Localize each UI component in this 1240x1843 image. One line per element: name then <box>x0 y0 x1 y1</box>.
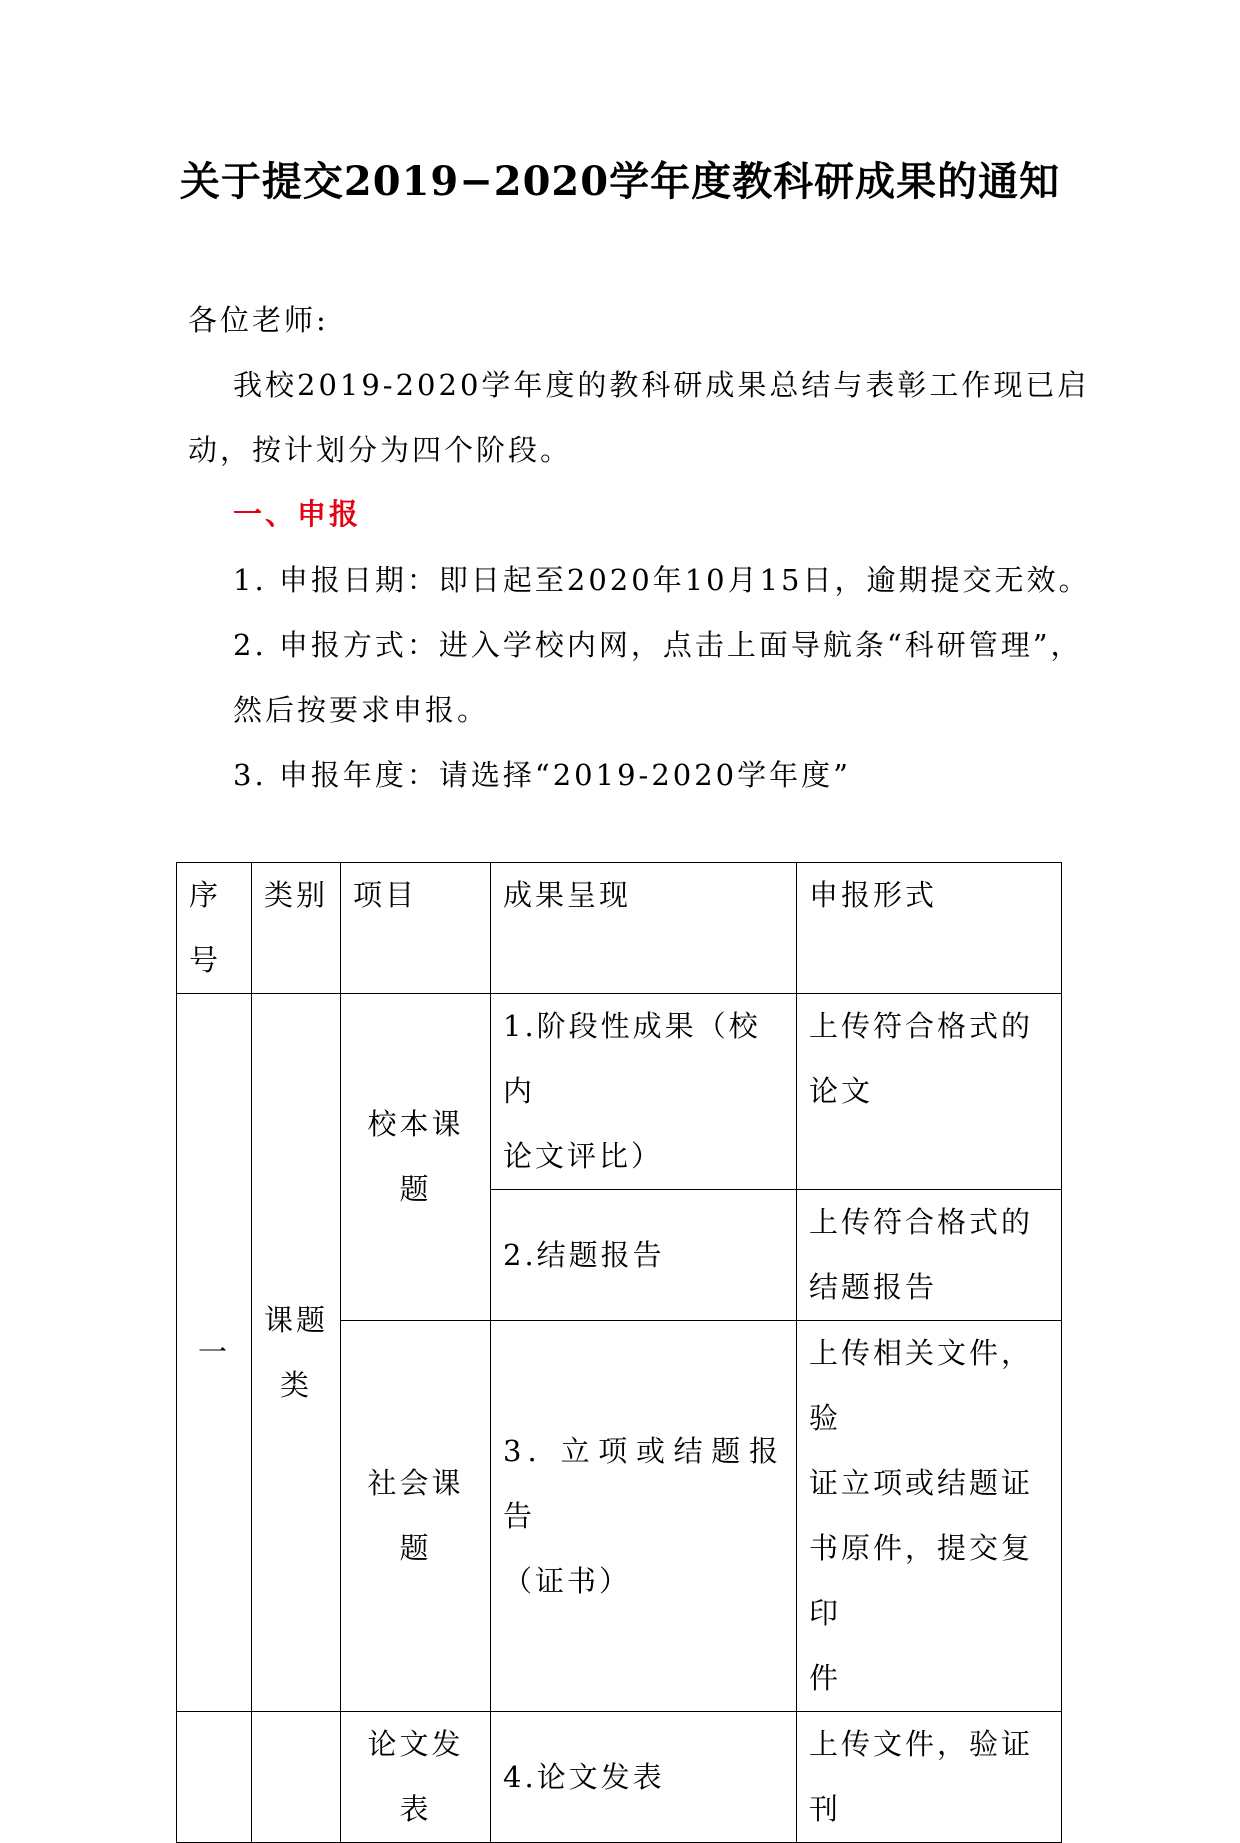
group-1-no-label: 一 <box>197 1335 230 1369</box>
row-4-form-line-1: 上传文件，验证刊 <box>809 1727 1034 1826</box>
row-1-result <box>491 994 797 1190</box>
row-3-form-line-2: 证立项或结题证 <box>809 1466 1034 1500</box>
row-2-form-line-1: 上传符合格式的 <box>809 1205 1034 1239</box>
header-no-line-2: 号 <box>189 943 222 977</box>
header-result-label: 成果呈现 <box>503 878 632 912</box>
header-project <box>341 863 491 994</box>
header-result <box>491 863 797 994</box>
row-1-form-line-1: 上传符合格式的 <box>809 1009 1034 1043</box>
item-2-method-line-2: 然后按要求申报。 <box>233 693 490 727</box>
table-header-row <box>177 863 1062 994</box>
project-social <box>341 1321 491 1712</box>
row-3-form-line-4: 件 <box>809 1661 842 1695</box>
row-3-form-line-1: 上传相关文件，验 <box>809 1336 1034 1435</box>
row-2-result <box>491 1190 797 1321</box>
row-1-result-line-1: 1.阶段性成果（校内 <box>503 1009 761 1108</box>
document-title: 关于提交2019−2020学年度教科研成果的通知 <box>179 158 1061 205</box>
row-4-result-line-1: 4.论文发表 <box>503 1759 665 1794</box>
row-4-form <box>797 1712 1062 1843</box>
row-2-result-line-1: 2.结题报告 <box>503 1237 665 1272</box>
header-form <box>797 863 1062 994</box>
section-heading-declare: 一、申报 <box>233 497 362 531</box>
row-2-form <box>797 1190 1062 1321</box>
header-no <box>177 863 252 994</box>
header-category-label: 类别 <box>264 878 329 912</box>
item-3-year: 3. 申报年度：请选择“2019-2020学年度” <box>233 758 851 792</box>
header-category <box>252 863 341 994</box>
header-no-line-1: 序 <box>189 878 222 912</box>
intro-line-1: 我校2019-2020学年度的教科研成果总结与表彰工作现已启 <box>233 368 1090 402</box>
header-form-label: 申报形式 <box>809 878 938 912</box>
table-row <box>177 1712 1062 1843</box>
group-1-category-line-1: 课题 <box>264 1302 329 1337</box>
project-school <box>341 994 491 1321</box>
row-4-result <box>491 1712 797 1843</box>
row-3-form <box>797 1321 1062 1712</box>
project-social-label: 社会课题 <box>367 1466 464 1565</box>
item-1-date: 1. 申报日期：即日起至2020年10月15日，逾期提交无效。 <box>233 563 1091 597</box>
row-1-result-line-2: 论文评比） <box>503 1139 664 1173</box>
results-table <box>176 862 1062 1843</box>
row-4-project <box>341 1712 491 1843</box>
row-4-category <box>252 1712 341 1843</box>
row-4-no <box>177 1712 252 1843</box>
item-2-method-line-1: 2. 申报方式：进入学校内网，点击上面导航条“科研管理”， <box>233 628 1083 662</box>
group-1-category-line-2: 类 <box>279 1367 312 1402</box>
row-1-form-line-2: 论文 <box>809 1074 874 1108</box>
header-project-label: 项目 <box>353 878 418 912</box>
table-row <box>177 994 1062 1190</box>
group-1-category <box>252 994 341 1712</box>
row-2-form-line-2: 结题报告 <box>809 1270 938 1304</box>
group-1-no <box>177 994 252 1712</box>
project-school-label: 校本课题 <box>367 1107 464 1206</box>
row-1-form <box>797 994 1062 1190</box>
greeting: 各位老师: <box>188 303 329 337</box>
row-3-form-line-3: 书原件，提交复印 <box>809 1531 1034 1630</box>
row-3-result-line-1: 3. 立项或结题报告 <box>503 1433 784 1533</box>
row-4-project-label: 论文发表 <box>367 1727 464 1826</box>
intro-line-2: 动，按计划分为四个阶段。 <box>188 433 573 467</box>
row-3-result <box>491 1321 797 1712</box>
row-3-result-line-2: （证书） <box>503 1563 632 1598</box>
